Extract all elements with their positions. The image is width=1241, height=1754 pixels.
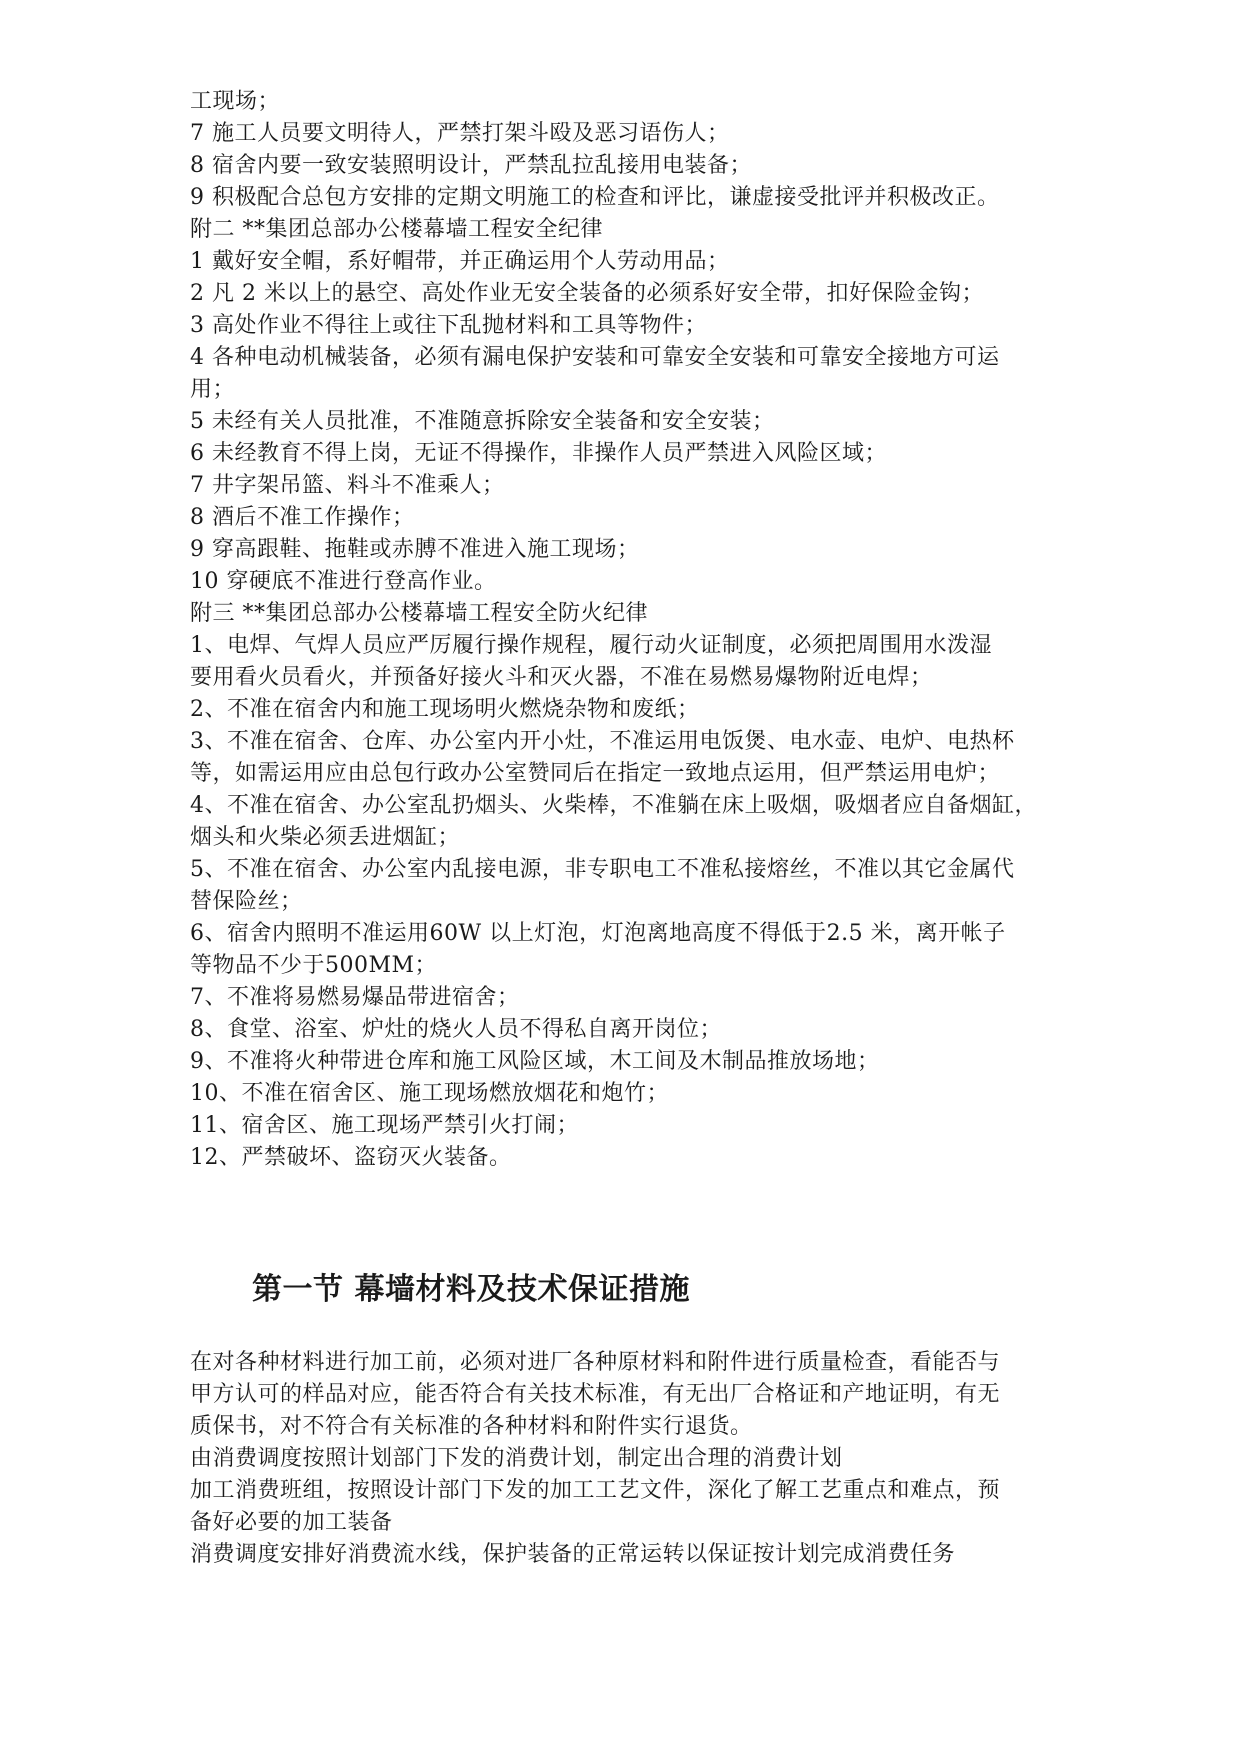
text-line: 6、宿舍内照明不准运用60W 以上灯泡，灯泡离地高度不得低于2.5 米，离开帐子 — [190, 921, 1006, 946]
text-line: 加工消费班组，按照设计部门下发的加工工艺文件，深化了解工艺重点和难点，预 — [190, 1478, 1001, 1503]
text-line: 6 未经教育不得上岗，无证不得操作，非操作人员严禁进入风险区域； — [190, 441, 887, 466]
text-line: 5 未经有关人员批准，不准随意拆除安全装备和安全安装； — [190, 409, 775, 434]
text-line: 2、不准在宿舍内和施工现场明火燃烧杂物和废纸； — [190, 697, 700, 722]
text-line: 7 井字架吊篮、料斗不准乘人； — [190, 473, 505, 498]
text-line: 12、严禁破坏、盗窃灭火装备。 — [190, 1145, 512, 1170]
text-line: 3、不准在宿舍、仓库、办公室内开小灶，不准运用电饭煲、电水壶、电炉、电热杯 — [190, 729, 1015, 754]
text-line: 在对各种材料进行加工前，必须对进厂各种原材料和附件进行质量检查，看能否与 — [190, 1350, 1001, 1375]
text-line: 替保险丝； — [190, 889, 303, 914]
text-line: 4 各种电动机械装备，必须有漏电保护安装和可靠安全安装和可靠安全接地方可运 — [190, 345, 1000, 370]
text-line: 9 积极配合总包方安排的定期文明施工的检查和评比，谦虚接受批评并积极改正。 — [190, 185, 1000, 210]
text-line: 8、食堂、浴室、炉灶的烧火人员不得私自离开岗位； — [190, 1017, 722, 1042]
text-line: 要用看火员看火，并预备好接火斗和灭火器，不准在易燃易爆物附近电焊； — [190, 665, 933, 690]
text-line: 7、不准将易燃易爆品带进宿舍； — [190, 985, 520, 1010]
section-heading: 第一节 幕墙材料及技术保证措施 — [252, 1272, 690, 1307]
text-line: 5、不准在宿舍、办公室内乱接电源，非专职电工不准私接熔丝，不准以其它金属代 — [190, 857, 1015, 882]
text-line: 9、不准将火种带进仓库和施工风险区域，木工间及木制品推放场地； — [190, 1049, 880, 1074]
text-line: 2 凡 2 米以上的悬空、高处作业无安全装备的必须系好安全带，扣好保险金钩； — [190, 281, 984, 306]
text-line: 7 施工人员要文明待人，严禁打架斗殴及恶习语伤人； — [190, 121, 730, 146]
text-line: 10 穿硬底不准进行登高作业。 — [190, 569, 497, 594]
text-line: 等物品不少于500MM； — [190, 953, 438, 978]
text-line: 由消费调度按照计划部门下发的消费计划，制定出合理的消费计划 — [190, 1446, 843, 1471]
text-line: 消费调度安排好消费流水线，保护装备的正常运转以保证按计划完成消费任务 — [190, 1542, 956, 1567]
text-line: 工现场； — [190, 89, 281, 114]
text-line: 等，如需运用应由总包行政办公室赞同后在指定一致地点运用，但严禁运用电炉； — [190, 761, 1001, 786]
text-line: 附三 **集团总部办公楼幕墙工程安全防火纪律 — [190, 601, 648, 626]
text-line: 烟头和火柴必须丢进烟缸； — [190, 825, 461, 850]
text-line: 9 穿高跟鞋、拖鞋或赤膊不准进入施工现场； — [190, 537, 640, 562]
text-line: 8 宿舍内要一致安装照明设计，严禁乱拉乱接用电装备； — [190, 153, 752, 178]
text-line: 1 戴好安全帽，系好帽带，并正确运用个人劳动用品； — [190, 249, 730, 274]
materials-text-block — [190, 1347, 1090, 1571]
text-line: 质保书，对不符合有关标准的各种材料和附件实行退货。 — [190, 1414, 753, 1439]
text-line: 1、电焊、气焊人员应严厉履行操作规程，履行动火证制度，必须把周围用水泼湿 — [190, 633, 992, 658]
text-line: 用； — [190, 377, 236, 402]
text-line: 10、不准在宿舍区、施工现场燃放烟花和炮竹； — [190, 1081, 669, 1106]
rules-text-block — [190, 86, 1090, 1174]
text-line: 8 酒后不准工作操作； — [190, 505, 415, 530]
text-line: 4、不准在宿舍、办公室乱扔烟头、火柴棒，不准躺在床上吸烟，吸烟者应自备烟缸， — [190, 793, 1037, 818]
text-line: 附二 **集团总部办公楼幕墙工程安全纪律 — [190, 217, 603, 242]
text-line: 11、宿舍区、施工现场严禁引火打闹； — [190, 1113, 579, 1138]
text-line: 备好必要的加工装备 — [190, 1510, 393, 1535]
text-line: 甲方认可的样品对应，能否符合有关技术标准，有无出厂合格证和产地证明，有无 — [190, 1382, 1001, 1407]
text-line: 3 高处作业不得往上或往下乱抛材料和工具等物件； — [190, 313, 707, 338]
